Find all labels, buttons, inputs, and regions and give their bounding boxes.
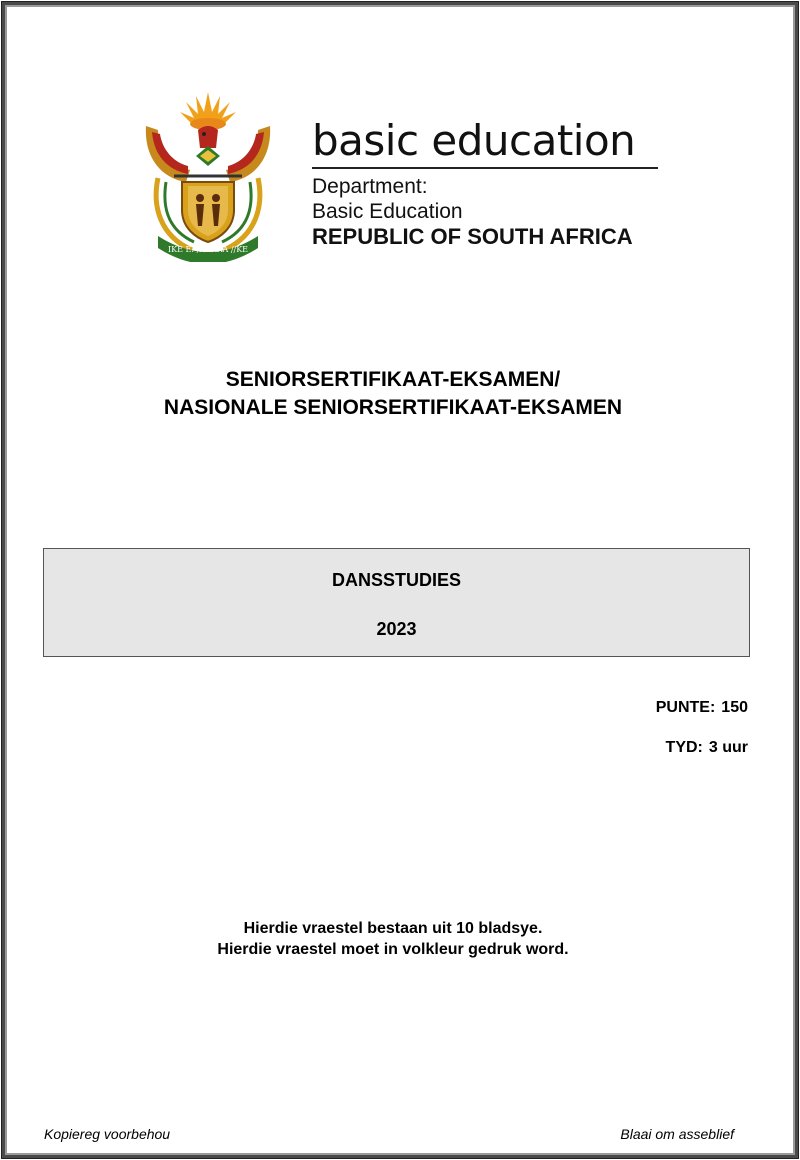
time-value: 3 uur [708, 739, 748, 756]
footer-turn-over: Blaai om asseblief [620, 1126, 734, 1142]
sun-icon [180, 92, 236, 130]
exam-title-line-1: SENIORSERTIFIKAAT-EKSAMEN/ [225, 368, 561, 391]
time-label: TYD: [665, 739, 703, 756]
marks-label: PUNTE: [655, 699, 716, 716]
time-line [660, 739, 748, 757]
marks-line [650, 699, 748, 717]
footer-copyright: Kopiereg voorbehou [44, 1126, 171, 1142]
coat-of-arms-logo [138, 86, 278, 262]
exam-year: 2023 [376, 619, 417, 639]
department-name: Basic Education [312, 200, 463, 223]
subject-name: DANSSTUDIES [331, 570, 461, 590]
exam-title-line-2: NASIONALE SENIORSERTIFIKAAT-EKSAMEN [163, 396, 623, 419]
brand-divider [312, 167, 658, 169]
country-name: REPUBLIC OF SOUTH AFRICA [312, 224, 633, 249]
brand-title: basic education [312, 116, 636, 165]
subject-box [43, 548, 750, 657]
page-count-note: Hierdie vraestel bestaan uit 10 bladsye. [243, 920, 543, 937]
brand-block [312, 118, 635, 164]
colour-print-note: Hierdie vraestel moet in volkleur gedruk word. [217, 941, 569, 958]
crest-motto: IKE E: /XARRA //KE [167, 245, 249, 254]
marks-value: 150 [721, 699, 748, 716]
department-label: Department: [312, 175, 428, 198]
